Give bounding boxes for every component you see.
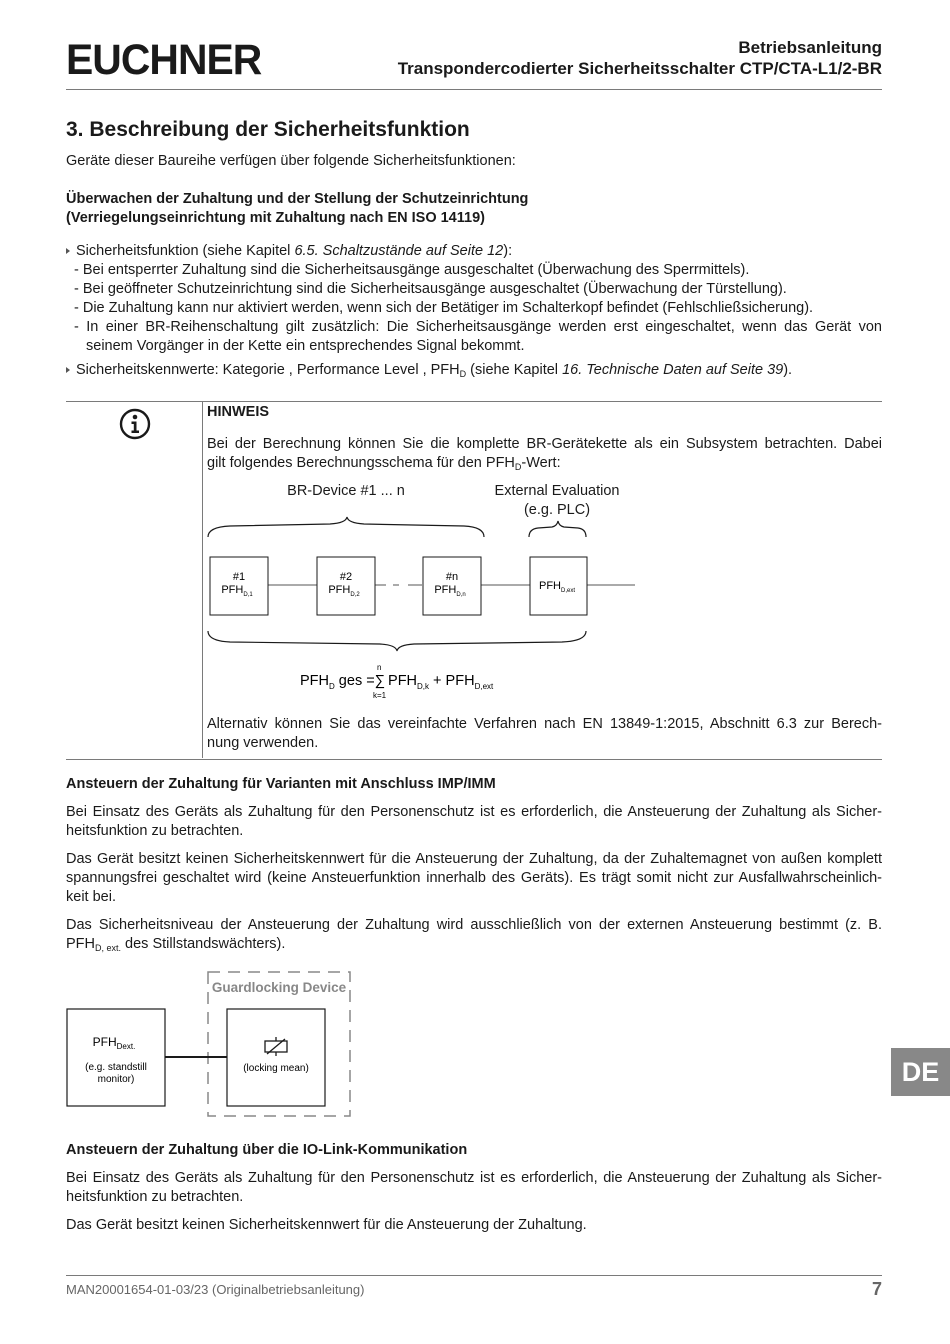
imp-heading: Ansteuern der Zuhaltung für Varianten mit Anschluss IMP/IMM <box>66 776 496 792</box>
footer-doc-id: MAN20001654-01-03/23 (Originalbetriebsanleitung) <box>66 1282 365 1297</box>
imp-p3-line2 <box>66 935 882 958</box>
pfh-calculation-diagram <box>200 475 660 705</box>
imp-p1-line1: Bei Einsatz des Geräts als Zuhaltung für den Personenschutz ist es erforderlich, die Ansteuerung der Zuhaltung als Sicher- <box>66 804 882 820</box>
imp-p2-line3: keit bei. <box>66 889 116 905</box>
bullet-safety-values <box>66 361 882 384</box>
dash-item-4-line1: - In einer BR-Reihenschaltung gilt zusätzlich: Die Sicherheitsausgänge werden erst eingeschaltet, wenn das Gerät von <box>74 319 882 335</box>
box-2-number: #2 <box>339 571 353 583</box>
dash-item-3: - Die Zuhaltung kann nur aktiviert werden, wenn sich der Betätiger im Schalterkopf befindet (Fehlschließsicherung). <box>74 300 814 316</box>
note-subscript: D <box>514 462 522 472</box>
note-text-line1: Bei der Berechnung können Sie die komplette BR-Gerätekette als ein Subsystem betrachten. Dabei <box>207 436 882 452</box>
imp-p1-line2: heitsfunktion zu betrachten. <box>66 823 244 839</box>
dash-item-4-line2: seinem Vorgänger in der Kette ein entsprechendes Signal bekommt. <box>86 338 525 354</box>
footer-rule <box>66 1275 882 1276</box>
sum-upper-limit: n <box>377 663 382 672</box>
bullet-marker-icon <box>66 367 70 373</box>
iolink-heading: Ansteuern der Zuhaltung über die IO-Link-Kommunikation <box>66 1142 468 1158</box>
bullet-safety-function <box>66 242 882 261</box>
bullet-text-end: ): <box>503 243 513 259</box>
bullet-text: Sicherheitskennwerte: Kategorie , Performance Level , PFH <box>76 362 460 378</box>
guardlocking-diagram <box>60 965 360 1125</box>
chapter-ref-link[interactable]: 6.5. Schaltzustände auf Seite 12 <box>294 243 504 259</box>
box-1-pfh: $PFH_{D,1}$ <box>221 584 253 598</box>
pfh-ext-box <box>67 1009 165 1106</box>
locking-mean-box <box>227 1009 325 1106</box>
pfh-formula: $PFH_D$ ges =∑ $PFH_{D,k} + PFH_{D,ext}$ <box>300 673 494 691</box>
pfh-ext-label: $PFH_{Dext.}$ <box>92 1035 136 1051</box>
standstill-monitor-note: (e.g. standstill <box>85 1062 147 1073</box>
note-text-line2 <box>207 454 882 477</box>
dash-item-2: - Bei geöffneter Schutzeinrichtung sind die Sicherheitsausgänge ausgeschaltet (Überwachung der Türstellung). <box>74 281 787 297</box>
page-number: 7 <box>871 1279 882 1299</box>
note-alt-line1: Alternativ können Sie das vereinfachte Verfahren nach EN 13849-1:2015, Abschnitt 6.3 zur Berech- <box>207 716 882 732</box>
subheading-line2: (Verriegelungseinrichtung mit Zuhaltung nach EN ISO 14119) <box>66 210 485 226</box>
locking-mean-note: (locking mean) <box>243 1063 309 1074</box>
bottom-brace <box>208 631 586 651</box>
imp-p2-line1: Das Gerät besitzt keinen Sicherheitskennwert für die Ansteuerung der Zuhaltung, da der Zuhaltemagnet von außen komplett <box>66 851 882 867</box>
note-text-part: -Wert: <box>521 455 561 471</box>
imp-p3-subscript: D, ext. <box>95 943 122 953</box>
box-2-pfh: $PFH_{D,2}$ <box>328 584 360 598</box>
subheading-line1: Überwachen der Zuhaltung und der Stellung der Schutzeinrichtung <box>66 191 529 207</box>
sum-lower-limit: k=1 <box>373 691 387 700</box>
box-ext-pfh: $PFH_{D,ext}$ <box>538 580 576 594</box>
section-intro: Geräte dieser Baureihe verfügen über folgende Sicherheitsfunktionen: <box>66 153 516 169</box>
iolink-p1-line1: Bei Einsatz des Geräts als Zuhaltung für den Personenschutz ist es erforderlich, die Ansteuerung der Zuhaltung als Sicher- <box>66 1170 882 1186</box>
iolink-p2: Das Gerät besitzt keinen Sicherheitskennwert für die Ansteuerung der Zuhaltung. <box>66 1217 587 1233</box>
imp-p3-text: des Stillstandswächters). <box>121 936 286 952</box>
imp-p3-text: PFH <box>66 936 95 952</box>
bullet-text: Sicherheitsfunktion (siehe Kapitel <box>76 243 295 259</box>
box-n-number: #n <box>445 571 459 583</box>
header-product-title: Transpondercodierter Sicherheitsschalter CTP/CTA-L1/2-BR <box>397 59 882 78</box>
note-text-part: gilt folgendes Berechnungsschema für den PFH <box>207 455 515 471</box>
bullet-text-end: ). <box>783 362 793 378</box>
dash-item-1: - Bei entsperrter Zuhaltung sind die Sicherheitsausgänge ausgeschaltet (Überwachung des Sperrmittels). <box>74 262 750 278</box>
section-title: 3. Beschreibung der Sicherheitsfunktion <box>66 118 470 141</box>
note-title: HINWEIS <box>207 404 270 420</box>
info-icon <box>119 408 151 440</box>
euchner-logo: EUCHNER <box>66 36 262 84</box>
top-brace-ext <box>529 521 586 537</box>
bullet-text-mid: (siehe Kapitel <box>466 362 563 378</box>
box-n-pfh: $PFH_{D,n}$ <box>434 584 466 598</box>
box-1-number: #1 <box>232 571 246 583</box>
imp-p3-line1: Das Sicherheitsniveau der Ansteuerung der Zuhaltung wird ausschließlich von der externen Ansteuerung bestimmt (z. B. <box>66 917 882 933</box>
guardlocking-device-label: Guardlocking Device <box>211 980 347 995</box>
note-alt-line2: nung verwenden. <box>207 735 319 751</box>
imp-p2-line2: spannungsfrei geschaltet wird (keine Ansteuerfunktion innerhalb des Geräts). Es trägt somit nicht zur Ausfallwahrscheinlich- <box>66 870 882 886</box>
language-tab-de[interactable]: DE <box>891 1048 950 1096</box>
standstill-monitor-note-2: monitor) <box>97 1074 135 1085</box>
external-eval-label: External Evaluation <box>494 483 620 499</box>
external-eval-sublabel: (e.g. PLC) <box>523 502 591 518</box>
pfh-subscript: D <box>459 369 467 379</box>
header-doc-type: Betriebsanleitung <box>738 38 882 57</box>
chapter-ref-link[interactable]: 16. Technische Daten auf Seite 39 <box>562 362 784 378</box>
top-brace-br <box>208 517 484 537</box>
iolink-p1-line2: heitsfunktion zu betrachten. <box>66 1189 244 1205</box>
header-rule <box>66 89 882 90</box>
bullet-marker-icon <box>66 248 70 254</box>
br-device-label: BR-Device #1 ... n <box>287 483 405 499</box>
